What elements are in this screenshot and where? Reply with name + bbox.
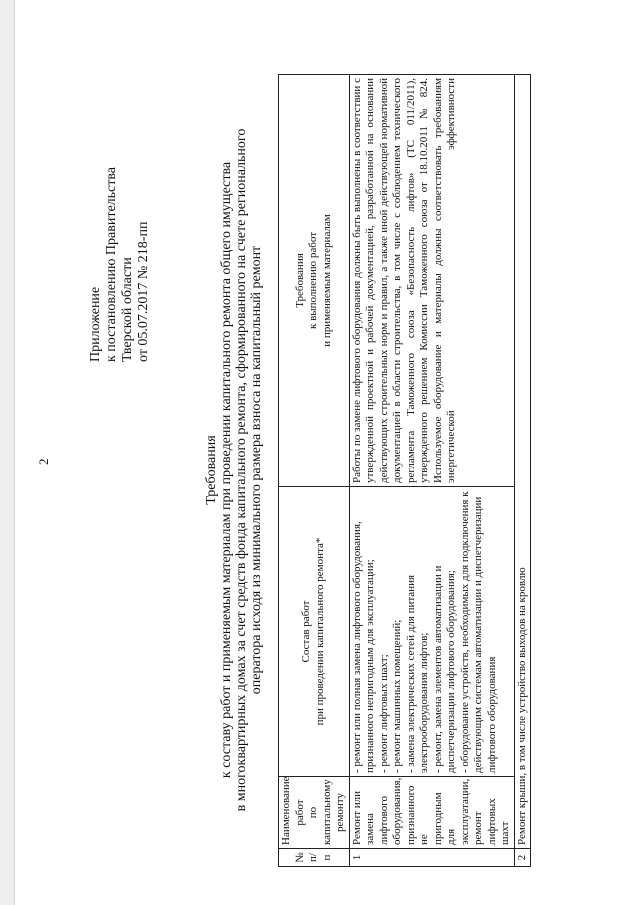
header-text: по капитальному — [307, 779, 333, 845]
work-item: действующим системам автоматизации и диспетчеризации — [472, 496, 484, 773]
header-text: и применяемым материалам — [320, 214, 333, 347]
work-name-cell: Ремонт крыши, в том числе устройство выходов на кровлю — [514, 75, 531, 849]
header-text: Состав работ — [300, 600, 313, 663]
table-row — [514, 75, 531, 867]
header-text: п/п — [307, 853, 333, 862]
work-item: диспетчеризации лифтового оборудования; — [445, 570, 457, 773]
title-line: к составу работ и применяемым материалам при проведении капитального ремонта общего имущества — [219, 161, 234, 779]
work-item: - замена электрических сетей для питания — [404, 574, 417, 773]
appendix-line: от 05.07.2017 № 218-пп — [136, 221, 151, 362]
header-number — [279, 849, 350, 867]
appendix-line: к постановлению Правительства — [104, 166, 119, 362]
header-work-composition — [279, 487, 350, 777]
table-header-row — [279, 75, 350, 867]
page-number: 2 — [36, 458, 51, 465]
appendix-block — [88, 167, 152, 362]
header-work-name — [279, 777, 350, 849]
work-item: - ремонт или полная замена лифтового оборудования, — [350, 521, 363, 773]
requirements-table — [278, 74, 531, 867]
header-text: работ — [293, 799, 306, 826]
header-text: Требования — [293, 253, 306, 308]
work-item: - оборудование устройств, необходимых для подключения к — [458, 491, 471, 773]
header-requirements — [279, 75, 350, 487]
appendix-line: Тверской области — [120, 257, 135, 362]
title-line: оператора исходя из минимального размера взноса на капитальный ремонт — [249, 245, 264, 695]
header-text: к выполнению работ — [307, 231, 319, 330]
title-heading: Требования — [204, 435, 219, 505]
header-text: Наименование — [280, 776, 292, 845]
title-line: в многоквартирных домах за счет средств фонда капитального ремонта, сформированного на счете регионального — [234, 128, 249, 812]
work-item: электрооборудования лифтов; — [418, 632, 430, 773]
work-item: - ремонт машинных помещений; — [391, 619, 403, 773]
table-row — [349, 75, 514, 867]
requirements-cell: Работы по замене лифтового оборудования должны быть выполнены в соответствии с утвержденной проектной и рабочей документацией, разработанной на основании действующих строительных норм и правил, а также иной действующей нормативной документацией в области строительства, в том числе с соблюдением технического регламента Таможенного союза «Безопасность лифтов» (ТС 011/2011), утвержденного решением Комиссии Таможенного союза от 18.10.2011 № 824. Используемое оборудование и материалы должны соответствовать требованиям энергетической эффективности — [349, 75, 514, 487]
work-composition-cell — [349, 487, 514, 777]
document-title — [204, 65, 264, 875]
work-item: лифтового оборудования — [485, 656, 498, 773]
header-text: № — [293, 852, 306, 863]
header-text: при проведении капитального ремонта* — [313, 537, 326, 726]
row-number: 2 — [514, 849, 531, 867]
work-item: признанного непригодным для эксплуатации; — [364, 559, 376, 773]
header-text: ремонту — [334, 793, 346, 832]
work-name-cell: Ремонт или замена лифтового оборудования, признанного не пригодным для эксплуатации, ремонт лифтовых шахт — [349, 777, 514, 849]
work-item: - ремонт, замена элементов автоматизации и — [431, 565, 444, 773]
work-item: - ремонт лифтовых шахт; — [377, 654, 390, 773]
row-number: 1 — [349, 849, 514, 867]
appendix-line: Приложение — [88, 286, 103, 362]
